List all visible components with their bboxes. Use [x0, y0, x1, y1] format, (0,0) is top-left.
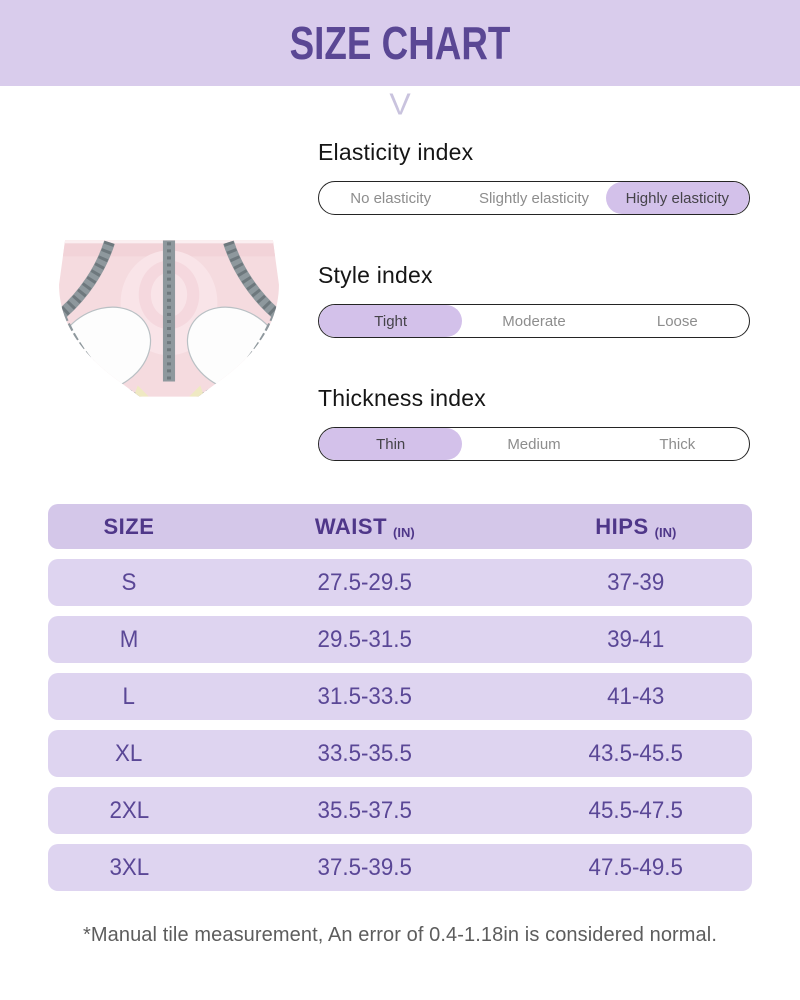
- hips-cell: 37-39: [607, 568, 665, 596]
- waist-cell: 27.5-29.5: [317, 568, 412, 596]
- table-row: [48, 673, 752, 720]
- option-no-elasticity: No elasticity: [350, 189, 432, 207]
- column-header-waist: WAIST (IN): [314, 513, 415, 540]
- option-medium: Medium: [507, 435, 561, 453]
- option-loose: Loose: [656, 312, 698, 330]
- hips-unit: (IN): [654, 525, 677, 540]
- table-row: [48, 616, 752, 663]
- waist-cell: 33.5-35.5: [317, 739, 412, 767]
- measurement-note: *Manual tile measurement, An error of 0.4-1.18in is considered normal.: [83, 924, 717, 946]
- hips-cell: 39-41: [607, 625, 665, 653]
- table-row: [48, 844, 752, 891]
- thickness-selector: [318, 427, 750, 461]
- size-cell: S: [121, 568, 137, 596]
- option-thin: Thin: [319, 428, 462, 460]
- elasticity-index-title: Elasticity index: [318, 139, 474, 165]
- hips-cell: 41-43: [607, 682, 665, 710]
- size-chart-banner: [0, 0, 800, 86]
- size-table: [48, 504, 752, 891]
- table-row: [48, 730, 752, 777]
- chevron-down-icon: V: [389, 86, 411, 122]
- size-cell: 3XL: [109, 853, 149, 881]
- thickness-index-title: Thickness index: [318, 385, 486, 411]
- page-title: SIZE CHART: [289, 17, 511, 69]
- product-image: [53, 232, 285, 414]
- thickness-index-section: [318, 385, 750, 461]
- option-tight: Tight: [319, 305, 462, 337]
- waist-cell: 37.5-39.5: [317, 853, 412, 881]
- size-cell: L: [122, 682, 136, 710]
- option-slightly-elasticity: Slightly elasticity: [478, 189, 590, 207]
- table-row: [48, 787, 752, 834]
- style-index-section: [318, 262, 750, 338]
- panties-illustration: [53, 232, 285, 414]
- size-cell: 2XL: [109, 796, 149, 824]
- table-header-row: [48, 504, 752, 549]
- elasticity-index-section: [318, 139, 750, 215]
- waist-cell: 35.5-37.5: [317, 796, 412, 824]
- table-row: [48, 559, 752, 606]
- option-thick: Thick: [659, 435, 696, 453]
- hips-cell: 43.5-45.5: [588, 739, 683, 767]
- waist-cell: 31.5-33.5: [317, 682, 412, 710]
- hips-cell: 47.5-49.5: [588, 853, 683, 881]
- option-moderate: Moderate: [502, 312, 566, 330]
- option-highly-elasticity: Highly elasticity: [606, 182, 749, 214]
- column-header-hips: HIPS (IN): [595, 513, 677, 540]
- size-cell: M: [119, 625, 139, 653]
- style-selector: [318, 304, 750, 338]
- waist-cell: 29.5-31.5: [317, 625, 412, 653]
- style-index-title: Style index: [318, 262, 433, 288]
- hips-cell: 45.5-47.5: [588, 796, 683, 824]
- waist-unit: (IN): [393, 525, 415, 540]
- elasticity-selector: [318, 181, 750, 215]
- size-cell: XL: [115, 739, 143, 767]
- column-header-size: SIZE: [103, 513, 155, 539]
